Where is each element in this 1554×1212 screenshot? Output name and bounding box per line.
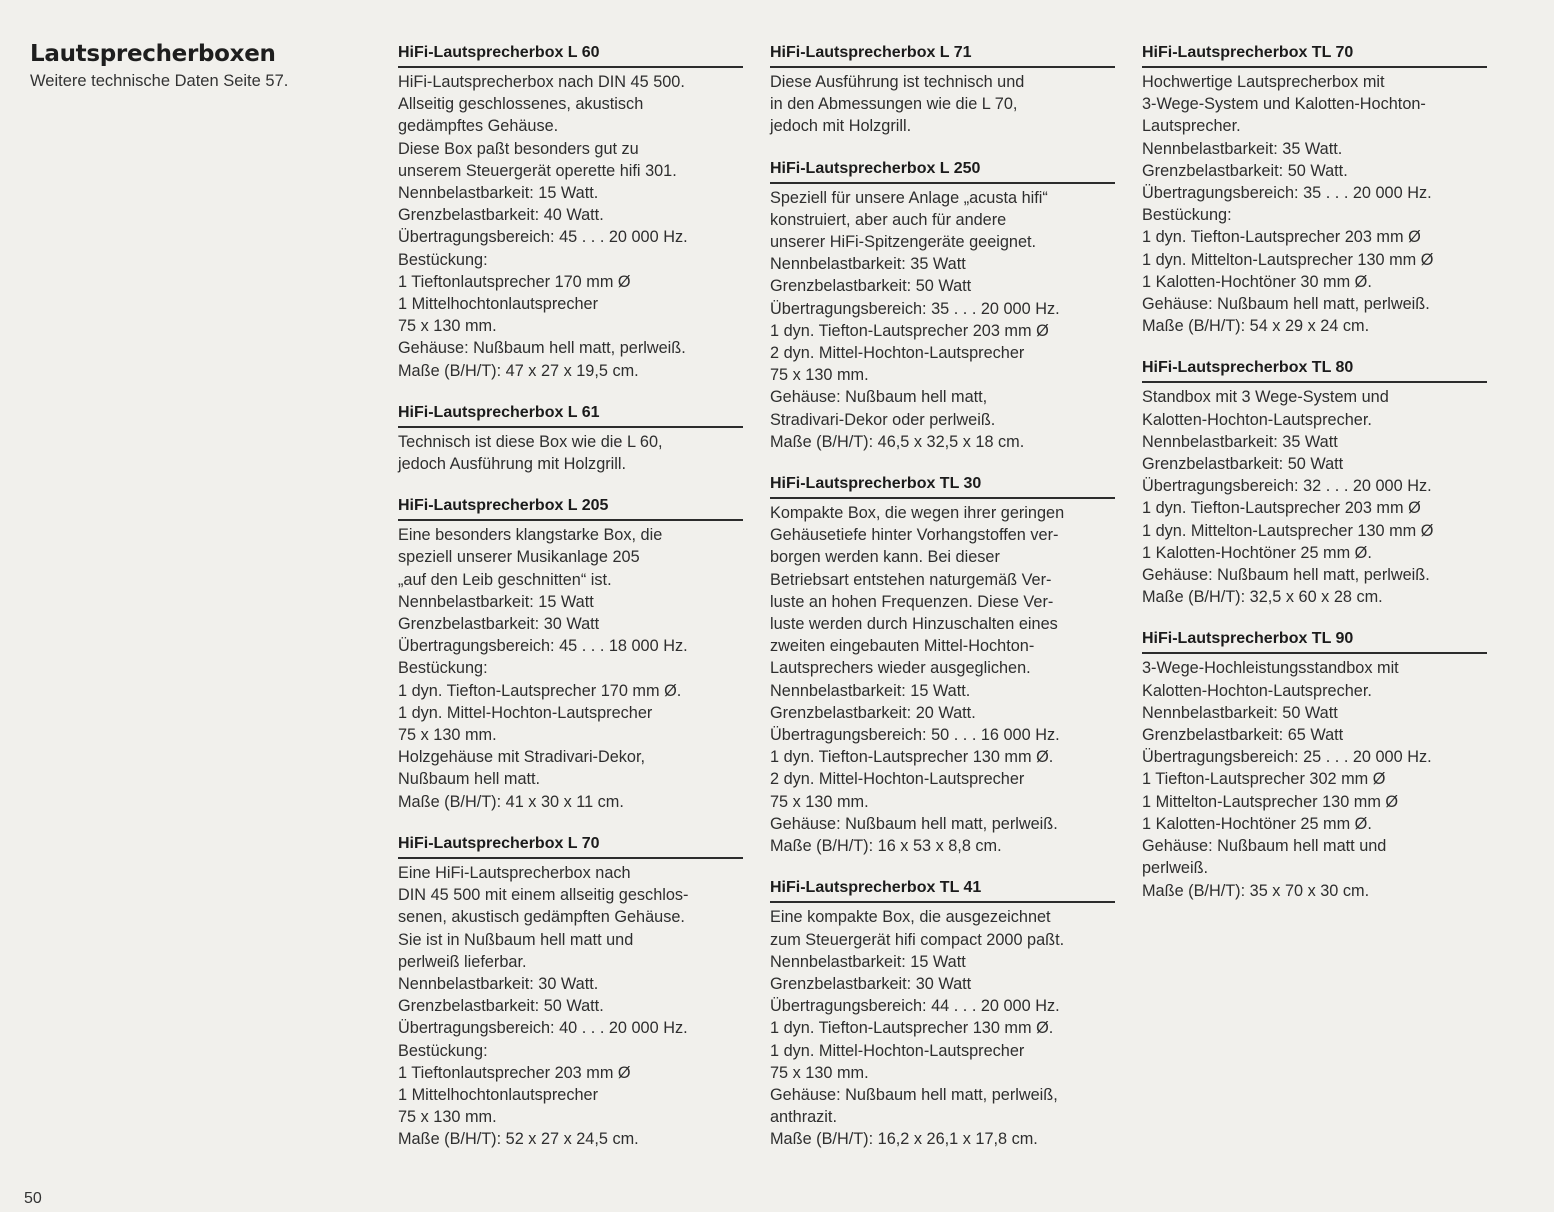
description-line: in den Abmessungen wie die L 70, <box>770 95 1018 114</box>
description-line: Nennbelastbarkeit: 15 Watt. <box>770 681 971 700</box>
description-line: Übertragungsbereich: 25 . . . 20 000 Hz. <box>1142 748 1432 767</box>
product-section <box>398 404 753 475</box>
description-line: Nennbelastbarkeit: 35 Watt <box>1142 432 1338 451</box>
description-line: DIN 45 500 mit einem allseitig geschlos- <box>398 886 689 905</box>
description-line: Nennbelastbarkeit: 35 Watt. <box>1142 139 1343 158</box>
description-line: Übertragungsbereich: 44 . . . 20 000 Hz. <box>770 997 1060 1016</box>
description-line: Maße (B/H/T): 47 x 27 x 19,5 cm. <box>398 361 639 380</box>
title-underline <box>770 182 1115 184</box>
product-section <box>770 160 1125 453</box>
description-line: Betriebsart entstehen naturgemäß Ver- <box>770 570 1052 589</box>
description-line: Übertragungsbereich: 35 . . . 20 000 Hz. <box>770 299 1060 318</box>
description-line: Übertragungsbereich: 35 . . . 20 000 Hz. <box>1142 184 1432 203</box>
description-line: 1 dyn. Tiefton-Lautsprecher 130 mm Ø. <box>770 748 1054 767</box>
description-line: 1 Tiefton-Lautsprecher 302 mm Ø <box>1142 770 1386 789</box>
description-line: Gehäusetiefe hinter Vorhangstoffen ver- <box>770 526 1059 545</box>
description-line: 1 dyn. Mittel-Hochton-Lautsprecher <box>398 703 653 722</box>
title-underline <box>398 519 743 521</box>
description-line: Grenzbelastbarkeit: 50 Watt <box>770 277 972 296</box>
description-line: Eine kompakte Box, die ausgezeichnet <box>770 908 1051 927</box>
description-line: anthrazit. <box>770 1108 837 1127</box>
description-line: zum Steuergerät hifi compact 2000 paßt. <box>770 930 1065 949</box>
product-title: HiFi-Lautsprecherbox TL 90 <box>1142 630 1354 648</box>
description-line: Grenzbelastbarkeit: 65 Watt <box>1142 726 1344 745</box>
product-title: HiFi-Lautsprecherbox L 60 <box>398 44 600 61</box>
description-line: 1 dyn. Mittelton-Lautsprecher 130 mm Ø <box>1142 521 1434 540</box>
description-line: Grenzbelastbarkeit: 30 Watt <box>398 615 600 634</box>
description-line: 75 x 130 mm. <box>770 366 869 385</box>
description-line: Kompakte Box, die wegen ihrer geringen <box>770 504 1065 523</box>
description-line: 2 dyn. Mittel-Hochton-Lautsprecher <box>770 770 1025 789</box>
description-line: Nennbelastbarkeit: 15 Watt <box>770 952 966 971</box>
description-line: zweiten eingebauten Mittel-Hochton- <box>770 637 1035 656</box>
description-line: Gehäuse: Nußbaum hell matt, <box>770 388 988 407</box>
product-title: HiFi-Lautsprecherbox L 70 <box>398 834 600 852</box>
title-underline <box>398 426 743 428</box>
title-underline <box>770 66 1115 68</box>
description-line: Übertragungsbereich: 45 . . . 18 000 Hz. <box>398 637 688 656</box>
description-line: 75 x 130 mm. <box>398 1108 497 1127</box>
product-description <box>1142 386 1497 608</box>
description-line: Nennbelastbarkeit: 35 Watt <box>770 255 966 274</box>
description-line: gedämpftes Gehäuse. <box>398 117 559 136</box>
description-line: Speziell für unsere Anlage „acusta hifi“ <box>770 188 1048 207</box>
description-line: Nennbelastbarkeit: 50 Watt <box>1142 703 1338 722</box>
product-description <box>1142 657 1497 901</box>
description-line: jedoch mit Holzgrill. <box>770 117 912 136</box>
description-line: Allseitig geschlossenes, akustisch <box>398 95 644 114</box>
description-line: Holzgehäuse mit Stradivari-Dekor, <box>398 748 646 767</box>
description-line: Standbox mit 3 Wege-System und <box>1142 388 1389 407</box>
description-line: 1 Tieftonlautsprecher 170 mm Ø <box>398 272 631 291</box>
description-line: Maße (B/H/T): 41 x 30 x 11 cm. <box>398 792 624 811</box>
title-underline <box>398 66 743 68</box>
description-line: Grenzbelastbarkeit: 20 Watt. <box>770 703 976 722</box>
description-line: Bestückung: <box>398 1041 488 1060</box>
description-line: 1 Kalotten-Hochtöner 25 mm Ø. <box>1142 814 1372 833</box>
title-underline <box>398 857 743 859</box>
description-line: 2 dyn. Mittel-Hochton-Lautsprecher <box>770 344 1025 363</box>
description-line: Kalotten-Hochton-Lautsprecher. <box>1142 410 1372 429</box>
description-line: Nennbelastbarkeit: 30 Watt. <box>398 974 599 993</box>
page-subtitle: Weitere technische Daten Seite 57. <box>30 72 289 90</box>
description-line: Diese Box paßt besonders gut zu <box>398 139 639 158</box>
description-line: Übertragungsbereich: 50 . . . 16 000 Hz. <box>770 726 1060 745</box>
product-description <box>398 71 753 382</box>
description-line: Nennbelastbarkeit: 15 Watt. <box>398 184 599 203</box>
product-title: HiFi-Lautsprecherbox TL 80 <box>1142 359 1354 377</box>
title-underline <box>1142 66 1487 68</box>
description-line: Übertragungsbereich: 40 . . . 20 000 Hz. <box>398 1019 688 1038</box>
description-line: jedoch Ausführung mit Holzgrill. <box>398 455 627 474</box>
description-line: Maße (B/H/T): 32,5 x 60 x 28 cm. <box>1142 588 1383 607</box>
description-line: speziell unserer Musikanlage 205 <box>398 548 640 567</box>
description-line: 1 dyn. Tiefton-Lautsprecher 203 mm Ø <box>1142 228 1421 247</box>
product-title: HiFi-Lautsprecherbox L 61 <box>398 403 600 421</box>
product-title: HiFi-Lautsprecherbox TL 70 <box>1142 44 1354 61</box>
description-line: Kalotten-Hochton-Lautsprecher. <box>1142 681 1372 700</box>
description-line: Nußbaum hell matt. <box>398 770 541 789</box>
product-description <box>770 502 1125 857</box>
description-line: Eine besonders klangstarke Box, die <box>398 526 663 545</box>
description-line: Bestückung: <box>398 659 488 678</box>
product-description <box>398 524 753 813</box>
description-line: Übertragungsbereich: 32 . . . 20 000 Hz. <box>1142 477 1432 496</box>
description-line: Technisch ist diese Box wie die L 60, <box>398 432 663 451</box>
description-line: Maße (B/H/T): 54 x 29 x 24 cm. <box>1142 317 1370 336</box>
description-line: Eine HiFi-Lautsprecherbox nach <box>398 863 631 882</box>
title-underline <box>1142 652 1487 654</box>
description-line: Nennbelastbarkeit: 15 Watt <box>398 592 594 611</box>
column-3 <box>1142 44 1497 924</box>
product-section <box>398 497 753 813</box>
description-line: 1 dyn. Tiefton-Lautsprecher 170 mm Ø. <box>398 681 682 700</box>
description-line: Bestückung: <box>1142 206 1232 225</box>
description-line: Lautsprechers wieder ausgeglichen. <box>770 659 1031 678</box>
product-title: HiFi-Lautsprecherbox TL 30 <box>770 475 982 493</box>
product-description <box>398 431 753 475</box>
product-section <box>1142 630 1497 901</box>
page-title: Lautsprecherboxen <box>30 41 276 67</box>
description-line: luste werden durch Hinzuschalten eines <box>770 615 1058 634</box>
description-line: Grenzbelastbarkeit: 50 Watt. <box>398 997 604 1016</box>
description-line: 1 dyn. Tiefton-Lautsprecher 203 mm Ø <box>770 321 1049 340</box>
description-line: Hochwertige Lautsprecherbox mit <box>1142 73 1385 91</box>
description-line: perlweiß lieferbar. <box>398 952 527 971</box>
column-2 <box>770 44 1125 1173</box>
description-line: Maße (B/H/T): 16 x 53 x 8,8 cm. <box>770 837 1002 856</box>
product-title: HiFi-Lautsprecherbox L 205 <box>398 497 609 515</box>
description-line: perlweiß. <box>1142 859 1209 878</box>
description-line: Bestückung: <box>398 250 488 269</box>
product-section <box>398 44 753 382</box>
description-line: 1 Kalotten-Hochtöner 30 mm Ø. <box>1142 272 1372 291</box>
product-description <box>398 862 753 1151</box>
description-line: Gehäuse: Nußbaum hell matt, perlweiß, <box>770 1085 1058 1104</box>
product-section <box>770 44 1125 138</box>
product-description <box>770 71 1125 138</box>
page-number: 50 <box>24 1190 42 1207</box>
description-line: 1 dyn. Tiefton-Lautsprecher 203 mm Ø <box>1142 499 1421 518</box>
description-line: 75 x 130 mm. <box>770 792 869 811</box>
description-line: 1 Mittelhochtonlautsprecher <box>398 295 599 314</box>
description-line: Gehäuse: Nußbaum hell matt, perlweiß. <box>1142 566 1430 585</box>
description-line: Grenzbelastbarkeit: 30 Watt <box>770 974 972 993</box>
description-line: Maße (B/H/T): 35 x 70 x 30 cm. <box>1142 881 1370 900</box>
description-line: 1 Tieftonlautsprecher 203 mm Ø <box>398 1063 631 1082</box>
product-description <box>1142 71 1497 337</box>
description-line: Grenzbelastbarkeit: 50 Watt <box>1142 455 1344 474</box>
description-line: 1 Mittelhochtonlautsprecher <box>398 1085 599 1104</box>
product-section <box>1142 359 1497 608</box>
description-line: konstruiert, aber auch für andere <box>770 210 1007 229</box>
product-description <box>770 906 1125 1150</box>
description-line: 1 dyn. Mittelton-Lautsprecher 130 mm Ø <box>1142 250 1434 269</box>
description-line: 1 Kalotten-Hochtöner 25 mm Ø. <box>1142 543 1372 562</box>
product-section <box>1142 44 1497 337</box>
description-line: Sie ist in Nußbaum hell matt und <box>398 930 634 949</box>
product-section <box>770 475 1125 857</box>
description-line: 1 Mittelton-Lautsprecher 130 mm Ø <box>1142 792 1399 811</box>
description-line: Lautsprecher. <box>1142 117 1241 136</box>
description-line: borgen werden kann. Bei dieser <box>770 548 1000 567</box>
description-line: Stradivari-Dekor oder perlweiß. <box>770 410 996 429</box>
description-line: 75 x 130 mm. <box>398 726 497 745</box>
product-title: HiFi-Lautsprecherbox L 71 <box>770 44 972 61</box>
product-title: HiFi-Lautsprecherbox TL 41 <box>770 879 982 897</box>
product-title: HiFi-Lautsprecherbox L 250 <box>770 159 981 177</box>
description-line: 3-Wege-Hochleistungsstandbox mit <box>1142 659 1399 678</box>
product-description <box>770 187 1125 453</box>
description-line: Maße (B/H/T): 52 x 27 x 24,5 cm. <box>398 1130 639 1149</box>
description-line: 75 x 130 mm. <box>398 317 497 336</box>
description-line: „auf den Leib geschnitten“ ist. <box>398 570 612 589</box>
title-underline <box>1142 381 1487 383</box>
description-line: Gehäuse: Nußbaum hell matt, perlweiß. <box>770 814 1058 833</box>
description-line: 75 x 130 mm. <box>770 1063 869 1082</box>
description-line: 1 dyn. Tiefton-Lautsprecher 130 mm Ø. <box>770 1019 1054 1038</box>
description-line: Gehäuse: Nußbaum hell matt, perlweiß. <box>398 339 686 358</box>
description-line: 1 dyn. Mittel-Hochton-Lautsprecher <box>770 1041 1025 1060</box>
description-line: Diese Ausführung ist technisch und <box>770 73 1025 91</box>
description-line: HiFi-Lautsprecherbox nach DIN 45 500. <box>398 73 685 91</box>
description-line: Gehäuse: Nußbaum hell matt und <box>1142 837 1387 856</box>
description-line: Maße (B/H/T): 46,5 x 32,5 x 18 cm. <box>770 432 1025 451</box>
title-underline <box>770 497 1115 499</box>
description-line: Grenzbelastbarkeit: 50 Watt. <box>1142 161 1348 180</box>
description-line: 3-Wege-System und Kalotten-Hochton- <box>1142 95 1426 114</box>
description-line: unserer HiFi-Spitzengeräte geeignet. <box>770 233 1037 252</box>
column-1 <box>398 44 753 1173</box>
title-underline <box>770 901 1115 903</box>
description-line: Gehäuse: Nußbaum hell matt, perlweiß. <box>1142 295 1430 314</box>
description-line: Grenzbelastbarkeit: 40 Watt. <box>398 206 604 225</box>
product-section <box>770 879 1125 1150</box>
description-line: unserem Steuergerät operette hifi 301. <box>398 161 677 180</box>
description-line: luste an hohen Frequenzen. Diese Ver- <box>770 592 1054 611</box>
product-section <box>398 835 753 1151</box>
description-line: senen, akustisch gedämpften Gehäuse. <box>398 908 685 927</box>
description-line: Übertragungsbereich: 45 . . . 20 000 Hz. <box>398 228 688 247</box>
description-line: Maße (B/H/T): 16,2 x 26,1 x 17,8 cm. <box>770 1130 1038 1149</box>
